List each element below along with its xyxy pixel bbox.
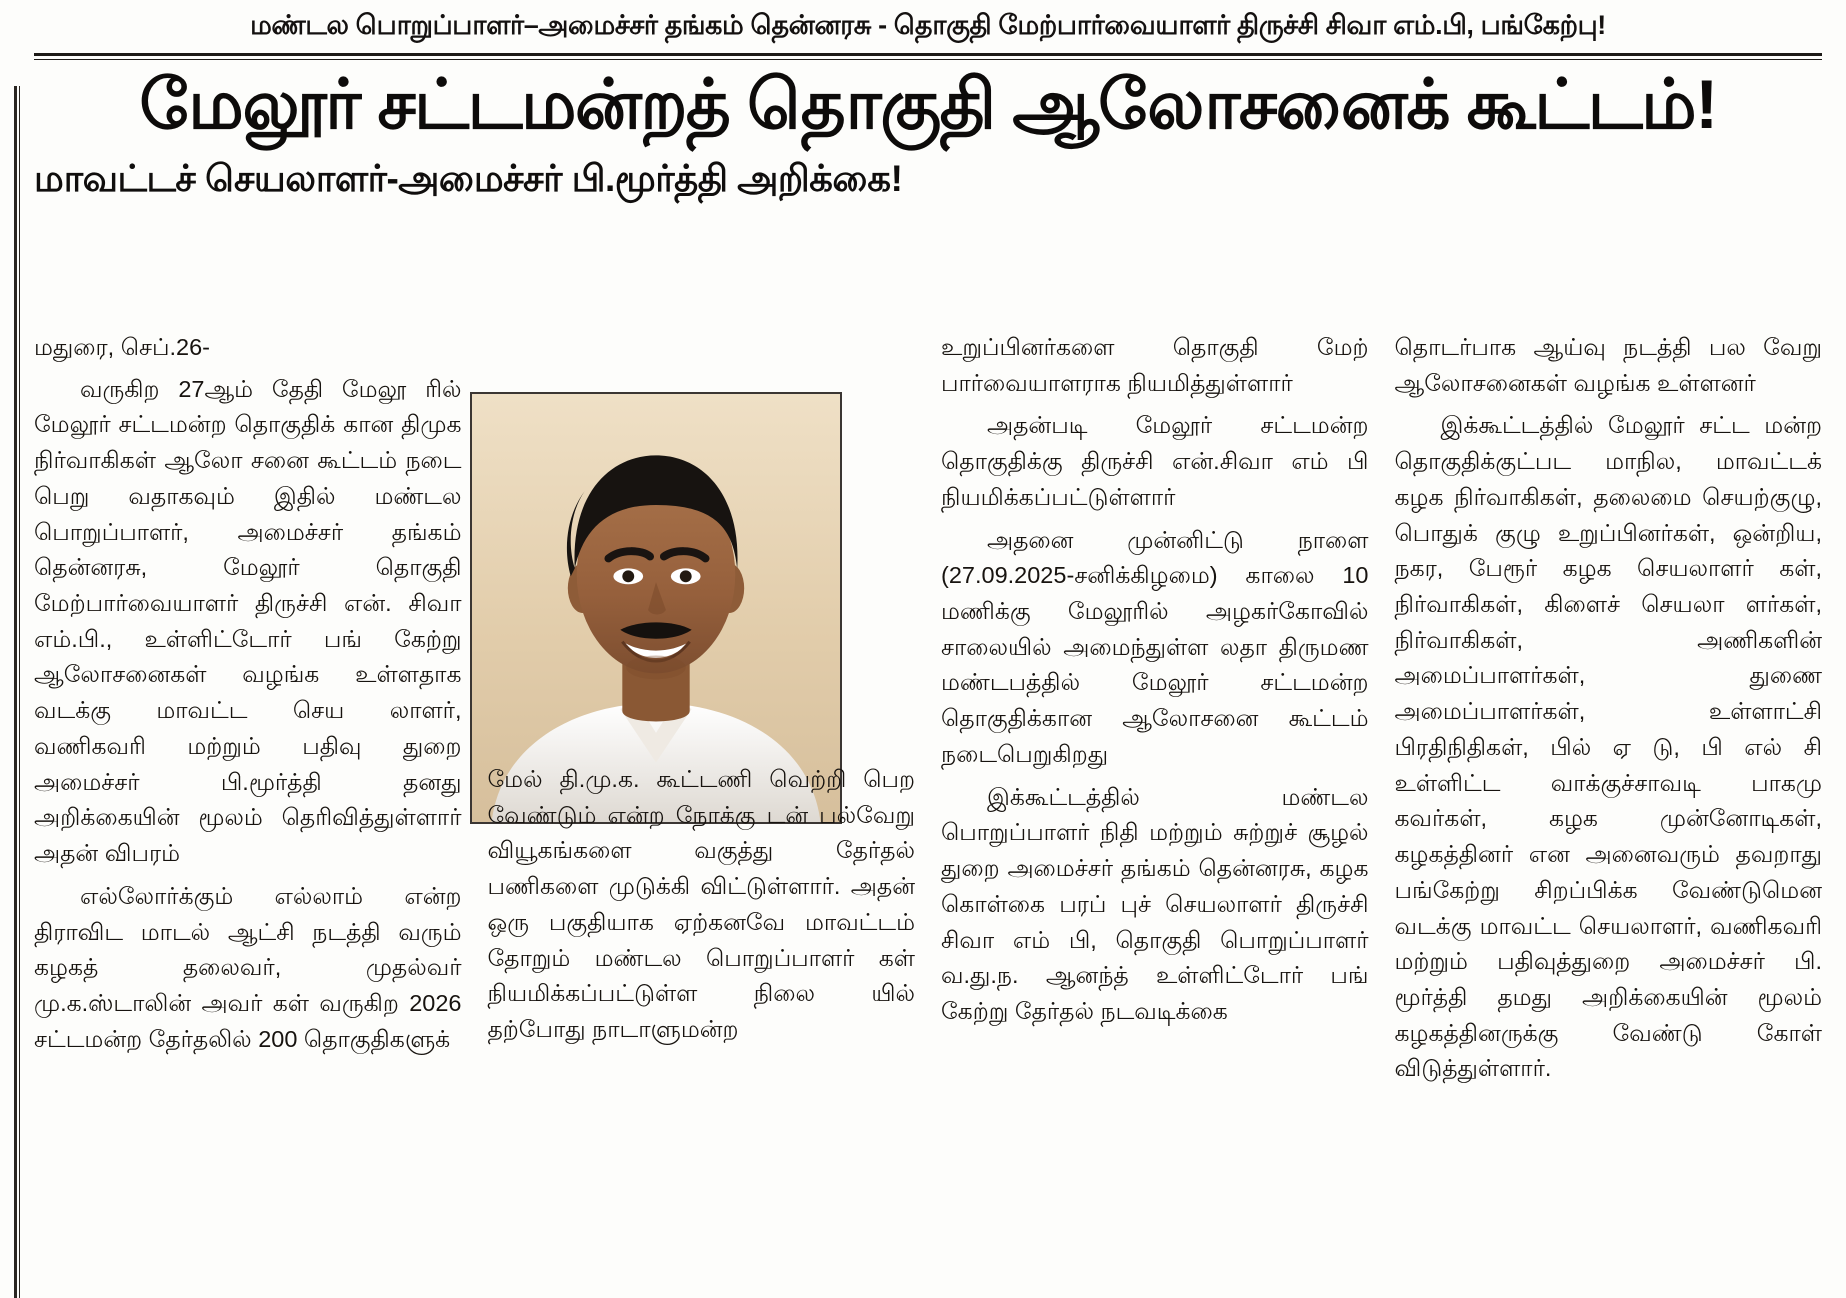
subheadline: மாவட்டச் செயலாளர்-அமைச்சர் பி.மூர்த்தி அறிக்கை! bbox=[34, 158, 903, 200]
kicker-text: மண்டல பொறுப்பாளர்–அமைச்சர் தங்கம் தென்னரசு - தொகுதி மேற்பார்வையாளர் திருச்சி சிவா எம்.பி, பங்கேற்பு! bbox=[250, 10, 1606, 40]
column-2 bbox=[488, 330, 916, 1298]
paragraph: அதன்படி மேலூர் சட்டமன்ற தொகுதிக்கு திருச்சி என்.சிவா எம் பி நியமிக்கப்பட்டுள்ளார் bbox=[941, 412, 1369, 510]
column-1 bbox=[34, 330, 462, 1298]
column-4 bbox=[1395, 330, 1823, 1298]
header-divider bbox=[34, 53, 1822, 60]
article-columns bbox=[34, 330, 1822, 1298]
photo-spacer bbox=[488, 330, 916, 762]
headline: மேலூர் சட்டமன்றத் தொகுதி ஆலோசனைக் கூட்டம்! bbox=[139, 66, 1717, 143]
paragraph: இக்கூட்டத்தில் மண்டல பொறுப்பாளர் நிதி மற்றும் சுற்றுச் சூழல் துறை அமைச்சர் தங்கம் தென்னரசு, கழக கொள்கை பரப் புச் செயலாளர் திருச்சி சிவா எம் பி, தொகுதி பொறுப்பாளர் வ.து.ந. ஆனந்த் உள்ளிட்டோர் பங் கேற்று தேர்தல் நடவடிக்கை bbox=[941, 783, 1369, 1024]
paragraph: இக்கூட்டத்தில் மேலூர் சட்ட மன்ற தொகுதிக்குட்பட மாநில, மாவட்டக் கழக நிர்வாகிகள், தலைமை செயற்குழு, பொதுக் குழு உறுப்பினர்கள், ஒன்றிய, நகர, பேரூர் கழக செயலாளர் கள், நிர்வாகிகள், கிளைச் செயலா ளர்கள், நிர்வாகிகள், அணிகளின் அமைப்பாளர்கள், துணை அமைப்பாளர்கள், உள்ளாட்சி பிரதிநிதிகள், பில் ஏ டு, பி எல் சி உள்ளிட்ட வாக்குச்சாவடி பாகமு கவர்கள், கழக முன்னோடிகள், கழகத்தினர் என அனைவரும் தவறாது பங்கேற்று சிறப்பிக்க வேண்டுமென வடக்கு மாவட்ட செயலாளர், வணிகவரி மற்றும் பதிவுத்துறை அமைச்சர் பி. மூர்த்தி தமது அறிக்கையின் மூலம் கழகத்தினருக்கு வேண்டு கோள் விடுத்துள்ளார். bbox=[1394, 412, 1822, 1082]
paragraph: உறுப்பினர்களை தொகுதி மேற் பார்வையாளராக நியமித்துள்ளார் bbox=[941, 334, 1369, 396]
paragraph: தொடர்பாக ஆய்வு நடத்தி பல வேறு ஆலோசனைகள் வழங்க உள்ளனர் bbox=[1394, 334, 1822, 396]
dateline: மதுரை, செப்.26- bbox=[34, 334, 211, 360]
column-3 bbox=[941, 330, 1369, 1298]
paragraph: வருகிற 27ஆம் தேதி மேலூ ரில் மேலூர் சட்டமன்ற தொகுதிக் கான திமுக நிர்வாகிகள் ஆலோ சனை கூட்டம் நடை பெறு வதாகவும் இதில் மண்டல பொறுப்பாளர், அமைச்சர் தங்கம் தென்னரசு, மேலூர் தொகுதி மேற்பார்வையாளர் திருச்சி என். சிவா எம்.பி., உள்ளிட்டோர் பங் கேற்று ஆலோசனைகள் வழங்க உள்ளதாக வடக்கு மாவட்ட செய லாளர், வணிகவரி மற்றும் பதிவு துறை அமைச்சர் பி.மூர்த்தி தனது அறிக்கையின் மூலம் தெரிவித்துள்ளார் அதன் விபரம் bbox=[34, 375, 462, 867]
paragraph: எல்லோர்க்கும் எல்லாம் என்ற திராவிட மாடல் ஆட்சி நடத்தி வரும் கழகத் தலைவர், முதல்வர் மு.க.ஸ்டாலின் அவர் கள் வருகிற 2026 சட்டமன்ற தேர்தலில் 200 தொகுதிகளுக் bbox=[34, 882, 462, 1052]
paragraph: மேல் தி.மு.க. கூட்டணி வெற்றி பெற வேண்டும் என்ற நோக்கு டன் பல்வேறு வியூகங்களை வகுத்து தேர்தல் பணிகளை முடுக்கி விட்டுள்ளார். அதன் ஒரு பகுதியாக ஏற்கனவே மாவட்டம் தோறும் மண்டல பொறுப்பாளர் கள் நியமிக்கப்பட்டுள்ள நிலை யில் தற்போது நாடாளுமன்ற bbox=[487, 766, 915, 1043]
left-column-rule bbox=[14, 86, 17, 1298]
paragraph: அதனை முன்னிட்டு நாளை (27.09.2025-சனிக்கிழமை) காலை 10 மணிக்கு மேலூரில் அழகர்கோவில் சாலையில் அமைந்துள்ள லதா திருமண மண்டபத்தில் மேலூர் சட்டமன்ற தொகுதிக்கான ஆலோசனை கூட்டம் நடைபெறுகிறது bbox=[941, 526, 1369, 767]
